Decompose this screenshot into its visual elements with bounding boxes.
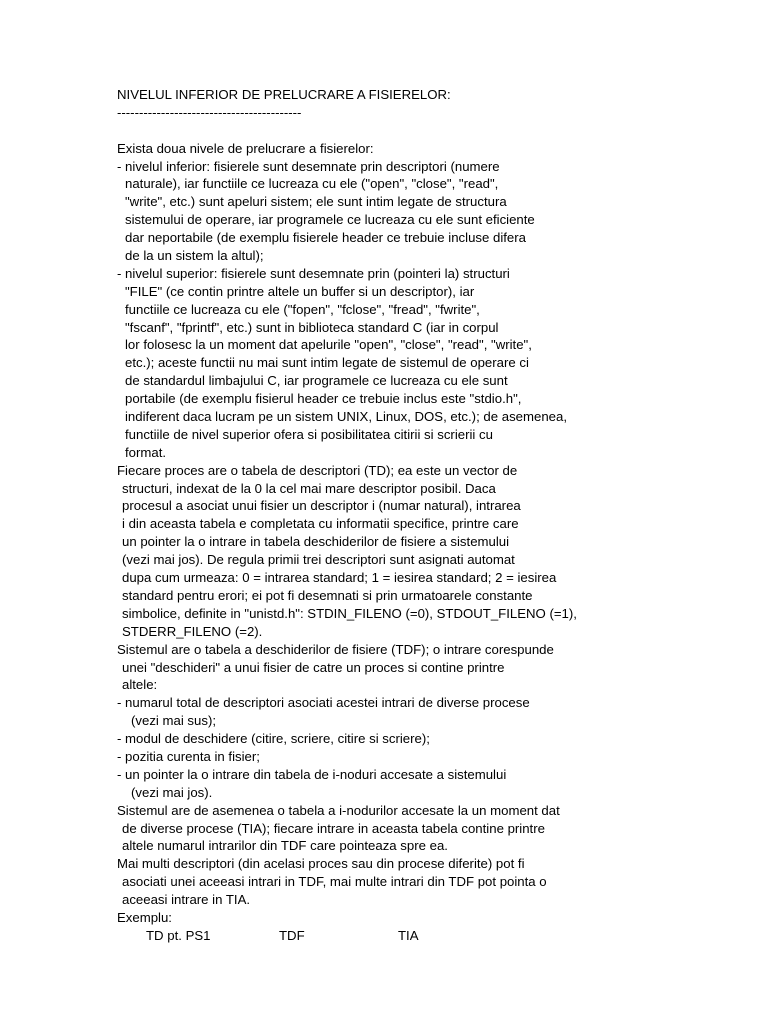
para2-line: i din aceasta tabela e completata cu informatii specifice, printre care [122, 516, 519, 532]
document-title: NIVELUL INFERIOR DE PRELUCRARE A FISIERELOR: [117, 87, 451, 102]
para3-line: - numarul total de descriptori asociati acestei intrari de diverse procese [117, 695, 530, 711]
para1-line: "write", etc.) sunt apeluri sistem; ele sunt intim legate de structura [125, 194, 507, 210]
para1-line: "fscanf", "fprintf", etc.) sunt in biblioteca standard C (iar in corpul [125, 319, 499, 335]
para3-line: (vezi mai sus); [131, 713, 216, 729]
para1-line: de standardul limbajului C, iar programele ce lucreaza cu ele sunt [125, 373, 508, 389]
para1-line: lor folosesc la un moment dat apelurile "open", "close", "read", "write", [125, 337, 532, 353]
para2-line: structuri, indexat de la 0 la cel mai mare descriptor posibil. Daca [122, 480, 496, 496]
para3-line: Sistemul are o tabela a deschiderilor de fisiere (TDF); o intrare corespunde [117, 641, 554, 657]
para1-line: functiile de nivel superior ofera si posibilitatea citirii si scrierii cu [125, 426, 493, 442]
blank-line [117, 122, 757, 140]
para5-line: asociati unei aceeasi intrari in TDF, mai multe intrari din TDF pot pointa o [122, 874, 547, 890]
para5-line: aceeasi intrare in TIA. [122, 892, 251, 908]
para4-line: Sistemul are de asemenea o tabela a i-nodurilor accesate la un moment dat [117, 802, 560, 818]
para2-line: Fiecare proces are o tabela de descriptori (TD); ea este un vector de [117, 462, 518, 478]
para2-line: STDERR_FILENO (=2). [122, 623, 263, 639]
para4-line: de diverse procese (TIA); fiecare intrare in aceasta tabela contine printre [122, 820, 545, 836]
example-col-tia: TIA [398, 927, 419, 943]
para1-line: - nivelul inferior: fisierele sunt desemnate prin descriptori (numere [117, 158, 500, 174]
example-header-row [117, 927, 757, 945]
para1-line: format. [125, 444, 167, 460]
para4-line: altele numarul intrarilor din TDF care pointeaza spre ea. [122, 838, 448, 854]
para1-line: sistemului de operare, iar programele ce lucreaza cu ele sunt eficiente [125, 212, 535, 228]
para1-line: dar neportabile (de exemplu fisierele header ce trebuie incluse difera [125, 230, 526, 246]
para2-line: un pointer la o intrare in tabela deschiderilor de fisiere a sistemului [122, 534, 510, 550]
para3-line: - pozitia curenta in fisier; [117, 748, 260, 764]
example-col-tdf: TDF [279, 927, 305, 943]
para1-line: - nivelul superior: fisierele sunt desemnate prin (pointeri la) structuri [117, 265, 510, 281]
para5-line: Mai multi descriptori (din acelasi proces sau din procese diferite) pot fi [117, 856, 525, 872]
para1-line: de la un sistem la altul); [125, 248, 264, 264]
para2-line: dupa cum urmeaza: 0 = intrarea standard; 1 = iesirea standard; 2 = iesirea [122, 570, 557, 586]
para3-line: altele: [122, 677, 158, 693]
para3-line: unei "deschideri" a unui fisier de catre un proces si contine printre [122, 659, 505, 675]
para3-line: (vezi mai jos). [131, 784, 213, 800]
para3-line: - un pointer la o intrare din tabela de i-noduri accesate a sistemului [117, 766, 507, 782]
para3-line: - modul de deschidere (citire, scriere, citire si scriere); [117, 731, 430, 747]
para1-line: Exista doua nivele de prelucrare a fisierelor: [117, 140, 374, 156]
title-underline: ------------------------------------------ [117, 104, 302, 120]
para1-line: "FILE" (ce contin printre altele un buffer si un descriptor), iar [125, 283, 475, 299]
para2-line: standard pentru erori; ei pot fi desemnati si prin urmatoarele constante [122, 587, 533, 603]
para2-line: (vezi mai jos). De regula primii trei descriptori sunt asignati automat [122, 552, 515, 568]
para1-line: etc.); aceste functii nu mai sunt intim legate de sistemul de operare ci [125, 355, 529, 371]
para1-line: portabile (de exemplu fisierul header ce trebuie inclus este "stdio.h", [125, 391, 522, 407]
para1-line: functiile ce lucreaza cu ele ("fopen", "fclose", "fread", "fwrite", [125, 301, 480, 317]
document-body [117, 86, 757, 945]
para2-line: procesul a asociat unui fisier un descriptor i (numar natural), intrarea [122, 498, 521, 514]
example-label: Exemplu: [117, 909, 172, 925]
para1-line: naturale), iar functiile ce lucreaza cu ele ("open", "close", "read", [125, 176, 499, 192]
para2-line: simbolice, definite in "unistd.h": STDIN_FILENO (=0), STDOUT_FILENO (=1), [122, 605, 577, 621]
para1-line: indiferent daca lucram pe un sistem UNIX, Linux, DOS, etc.); de asemenea, [125, 409, 567, 425]
example-col-td: TD pt. PS1 [146, 927, 211, 943]
